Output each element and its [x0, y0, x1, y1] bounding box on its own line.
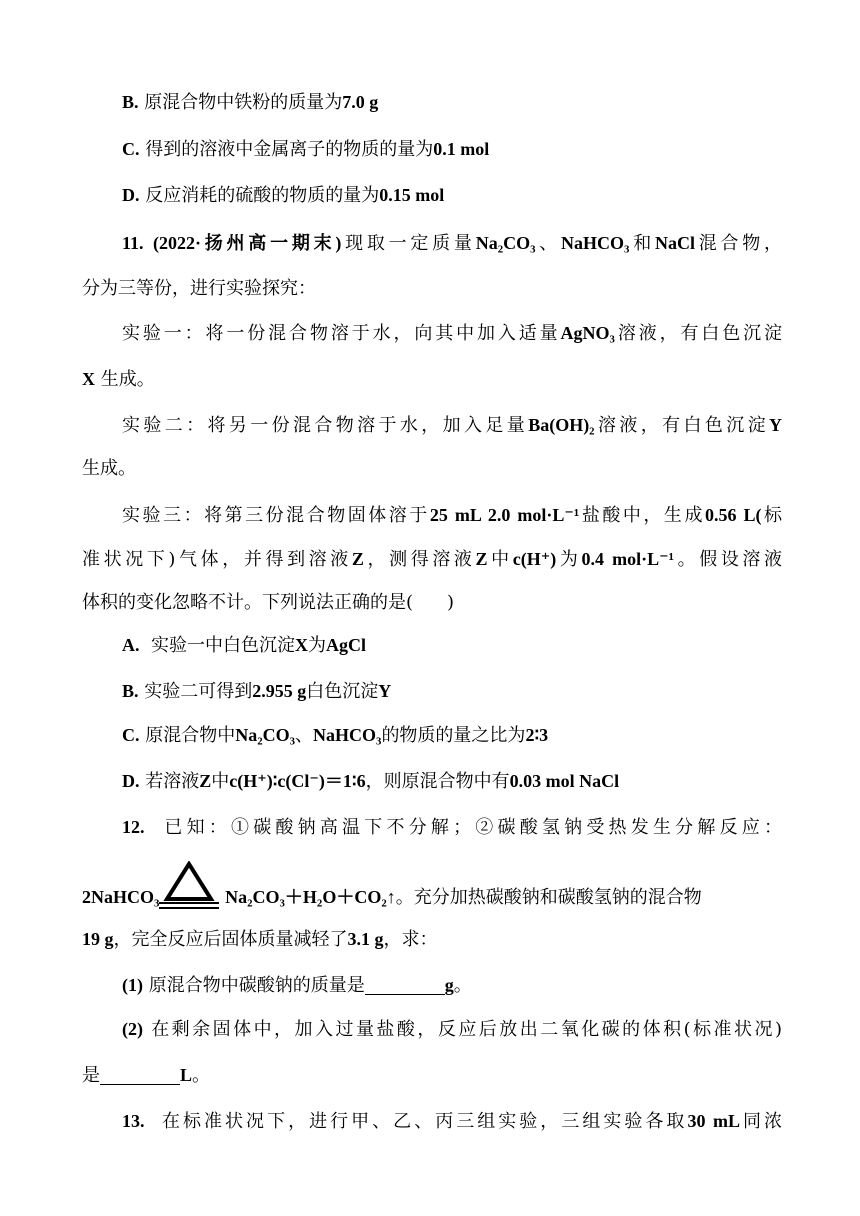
question-12-stem-cont: 19 g，完全反应后固体质量减轻了3.1 g，求： [82, 929, 438, 950]
option-d-q11: D. 若溶液Z中c(H⁺)∶c(Cl⁻)＝1∶6，则原混合物中有0.03 mol NaCl [122, 771, 620, 792]
experiment-3: 实验三：将第三份混合物固体溶于25 mL 2.0 mol·L⁻¹盐酸中，生成0.56 L(标 [122, 505, 783, 526]
experiment-1-cont: X 生成。 [82, 369, 155, 390]
question-12-part-2: (2) 在剩余固体中，加入过量盐酸，反应后放出二氧化碳的体积(标准状况) [122, 1019, 782, 1040]
question-11-stem: 11. (2022·扬州高一期末)现取一定质量Na₂CO₃、NaHCO₃和NaCl混合物， [122, 233, 783, 254]
question-12-stem: 12. 已知：①碳酸钠高温下不分解；②碳酸氢钠受热发生分解反应： [122, 817, 783, 838]
option-b-q11: B. 实验二可得到2.955 g白色沉淀Y [122, 681, 392, 702]
answer-blank-2[interactable] [100, 1064, 180, 1085]
question-12-part-2-cont: 是 L。 [82, 1065, 211, 1086]
experiment-2: 实验二：将另一份混合物溶于水，加入足量Ba(OH)₂溶液，有白色沉淀Y [122, 415, 782, 436]
option-c-q11: C. 原混合物中Na₂CO₃、NaHCO₃的物质的量之比为2∶3 [122, 725, 549, 746]
question-12-part-1: (1) 原混合物中碳酸钠的质量是 g。 [122, 975, 472, 996]
question-12-equation: 2NaHCO₃ Na₂CO₃＋H₂O＋CO₂↑。充分加热碳酸钠和碳酸氢钠的混合物 [82, 882, 782, 912]
experiment-2-cont: 生成。 [82, 458, 136, 479]
option-d-q10: D. 反应消耗的硫酸的物质的量为0.15 mol [122, 185, 445, 206]
heating-condition-sign [159, 883, 219, 913]
question-11-stem-cont: 分为三等份，进行实验探究： [82, 278, 316, 299]
experiment-1: 实验一：将一份混合物溶于水，向其中加入适量AgNO₃溶液，有白色沉淀 [122, 323, 782, 344]
answer-blank-1[interactable] [365, 974, 445, 995]
option-c-q10: C. 得到的溶液中金属离子的物质的量为0.1 mol [122, 139, 490, 160]
option-a-q11: A. 实验一中白色沉淀X为AgCl [122, 635, 366, 656]
delta-heat-icon [159, 861, 219, 911]
option-b-q10: B. 原混合物中铁粉的质量为7.0 g [122, 92, 379, 113]
question-13-stem: 13. 在标准状况下，进行甲、乙、丙三组实验，三组实验各取30 mL同浓 [122, 1111, 783, 1132]
experiment-3-question: 体积的变化忽略不计。下列说法正确的是( ) [82, 592, 455, 613]
experiment-3-cont: 准状况下)气体，并得到溶液Z，测得溶液Z中c(H⁺)为0.4 mol·L⁻¹。假设溶液 [82, 549, 783, 570]
